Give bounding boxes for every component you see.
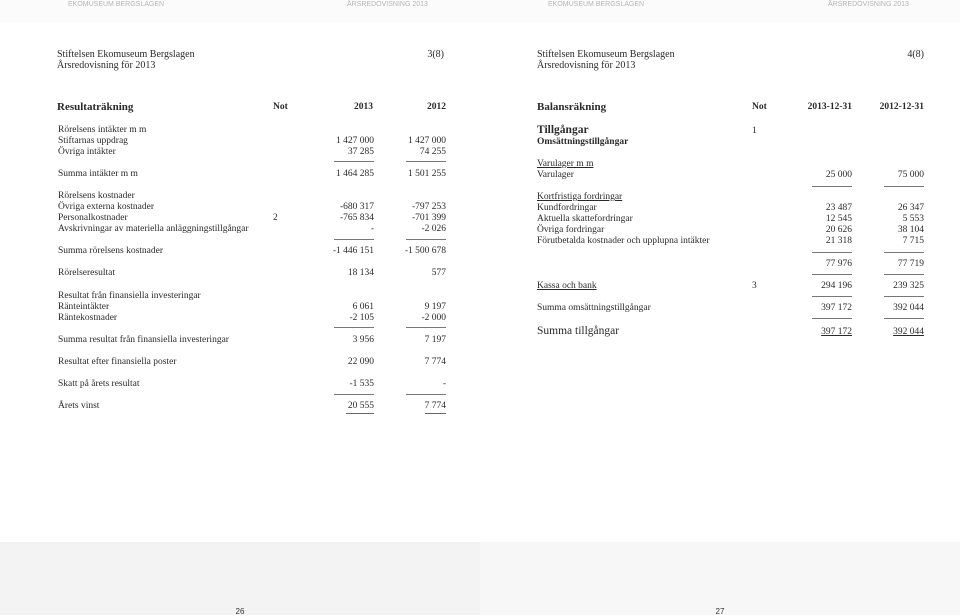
cash-note: 3 xyxy=(752,281,757,291)
receivable-label: Kundfordringar xyxy=(537,203,597,213)
col-header-2013-12-31: 2013-12-31 xyxy=(807,102,852,112)
subtotal-rule xyxy=(884,274,924,275)
running-header-bar xyxy=(0,0,960,22)
inventory-heading: Varulager m m xyxy=(537,159,594,169)
page-ref: 3(8) xyxy=(427,49,444,60)
page-number-left: 26 xyxy=(235,607,245,616)
row-value-2013: 18 134 xyxy=(347,268,374,278)
row-label: Resultat efter finansiella poster xyxy=(58,357,177,367)
row-value-2012: -701 399 xyxy=(411,213,446,223)
row-label: Stiftarnas uppdrag xyxy=(58,136,128,146)
row-label: Avskrivningar av materiella anläggningstillgångar xyxy=(58,224,249,234)
cash-label: Kassa och bank xyxy=(537,281,597,291)
row-label: Rörelsens intäkter m m xyxy=(58,125,147,135)
col-header-2012: 2012 xyxy=(427,102,446,112)
right-page-footer-band xyxy=(480,542,960,615)
subtotal-rule xyxy=(406,327,446,328)
receivable-value-2012: 38 104 xyxy=(897,225,924,235)
receivable-label: Aktuella skattefordringar xyxy=(537,214,633,224)
receivable-value-2013: 21 318 xyxy=(825,236,852,246)
subtotal-rule xyxy=(812,186,852,187)
org-name: Stiftelsen Ekomuseum Bergslagen xyxy=(57,49,195,60)
assets-note: 1 xyxy=(752,126,757,136)
row-label: Räntekostnader xyxy=(58,313,118,323)
col-header-2012-12-31: 2012-12-31 xyxy=(879,102,924,112)
subtotal-rule xyxy=(334,327,374,328)
col-header-note: Not xyxy=(273,102,288,112)
row-value-2013: 6 061 xyxy=(352,302,374,312)
row-value-2013: -1 446 151 xyxy=(332,246,374,256)
subtotal-rule xyxy=(334,394,374,395)
row-value-2013: 3 956 xyxy=(352,335,374,345)
receivables-sum-2013: 77 976 xyxy=(825,259,852,269)
row-value-2012: 7 197 xyxy=(424,335,446,345)
balance-sheet-title: Balansräkning xyxy=(537,101,607,113)
subtotal-rule xyxy=(406,239,446,240)
row-value-2012: -2 000 xyxy=(421,313,446,323)
page-number-right: 27 xyxy=(715,607,725,616)
row-label: Summa resultat från finansiella investeringar xyxy=(58,335,229,345)
page-ref: 4(8) xyxy=(907,49,924,60)
subtotal-rule xyxy=(812,296,852,297)
row-label: Rörelseresultat xyxy=(58,268,115,278)
row-value-2012: - xyxy=(442,379,446,389)
running-header-left-org: EKOMUSEUM BERGSLAGEN xyxy=(68,1,165,8)
subtotal-rule xyxy=(334,239,374,240)
row-label: Övriga intäkter xyxy=(58,147,116,157)
subtotal-rule xyxy=(884,186,924,187)
current-assets-sum-2012: 392 044 xyxy=(893,303,924,313)
row-value-2012: -2 026 xyxy=(421,224,446,234)
row-note: 2 xyxy=(273,213,278,223)
row-value-2012: 1 427 000 xyxy=(408,136,446,146)
subtotal-rule xyxy=(884,318,924,319)
inventory-label: Varulager xyxy=(537,170,574,180)
total-assets-2012: 392 044 xyxy=(893,327,924,337)
row-value-2013: -765 834 xyxy=(339,213,374,223)
receivable-value-2013: 12 545 xyxy=(825,214,852,224)
row-value-2012: 1 501 255 xyxy=(408,169,446,179)
org-name: Stiftelsen Ekomuseum Bergslagen xyxy=(537,49,675,60)
subtotal-rule xyxy=(884,252,924,253)
receivable-value-2013: 20 626 xyxy=(825,225,852,235)
row-value-2012: 7 774 xyxy=(424,357,446,367)
row-label: Årets vinst xyxy=(58,401,100,411)
receivable-value-2013: 23 487 xyxy=(825,203,852,213)
total-underline xyxy=(425,413,446,414)
row-label: Övriga externa kostnader xyxy=(58,202,155,212)
row-value-2013: 22 090 xyxy=(347,357,374,367)
subtotal-rule xyxy=(812,318,852,319)
row-value-2012: -1 500 678 xyxy=(404,246,446,256)
row-value-2013: 1 464 285 xyxy=(336,169,374,179)
receivables-heading: Kortfristiga fordringar xyxy=(537,192,623,202)
row-label: Summa rörelsens kostnader xyxy=(58,246,164,256)
receivable-value-2012: 7 715 xyxy=(902,236,924,246)
total-assets-2013: 397 172 xyxy=(821,327,852,337)
row-value-2013: -1 535 xyxy=(349,379,374,389)
total-underline xyxy=(346,413,374,414)
current-assets-heading: Omsättningstillgångar xyxy=(537,137,629,147)
inventory-value-2012: 75 000 xyxy=(897,170,924,180)
row-value-2013: - xyxy=(370,224,374,234)
report-name: Årsredovisning för 2013 xyxy=(537,60,636,71)
receivable-value-2012: 26 347 xyxy=(897,203,924,213)
current-assets-sum-label: Summa omsättningstillgångar xyxy=(537,303,651,313)
total-assets-label: Summa tillgångar xyxy=(537,325,620,337)
row-label: Personalkostnader xyxy=(58,213,128,223)
inventory-value-2013: 25 000 xyxy=(825,170,852,180)
row-label: Rörelsens kostnader xyxy=(58,191,135,201)
row-label: Summa intäkter m m xyxy=(58,169,138,179)
subtotal-rule xyxy=(406,161,446,162)
cash-value-2013: 294 196 xyxy=(821,281,852,291)
row-value-2012: 74 255 xyxy=(419,147,446,157)
row-value-2013: 1 427 000 xyxy=(336,136,374,146)
row-label: Ränteintäkter xyxy=(58,302,110,312)
receivable-label: Övriga fordringar xyxy=(537,225,605,235)
subtotal-rule xyxy=(334,161,374,162)
row-value-2013: 20 555 xyxy=(347,401,374,411)
row-label: Skatt på årets resultat xyxy=(58,379,140,389)
row-value-2012: 577 xyxy=(431,268,446,278)
row-value-2012: -797 253 xyxy=(411,202,446,212)
row-value-2013: -2 105 xyxy=(349,313,374,323)
receivable-label: Förutbetalda kostnader och upplupna intäkter xyxy=(537,236,710,246)
row-value-2012: 7 774 xyxy=(424,401,446,411)
subtotal-rule xyxy=(884,296,924,297)
subtotal-rule xyxy=(812,274,852,275)
assets-heading: Tillgångar xyxy=(537,124,589,136)
subtotal-rule xyxy=(406,394,446,395)
running-header-left-report: ÅRSREDOVISNING 2013 xyxy=(347,1,428,8)
running-header-right-report: ÅRSREDOVISNING 2013 xyxy=(828,1,909,8)
row-label: Resultat från finansiella investeringar xyxy=(58,291,201,301)
row-value-2012: 9 197 xyxy=(424,302,446,312)
row-value-2013: 37 285 xyxy=(347,147,374,157)
cash-value-2012: 239 325 xyxy=(893,281,924,291)
receivable-value-2012: 5 553 xyxy=(902,214,924,224)
col-header-2013: 2013 xyxy=(354,102,373,112)
receivables-sum-2012: 77 719 xyxy=(897,259,924,269)
row-value-2013: -680 317 xyxy=(339,202,374,212)
income-statement-title: Resultaträkning xyxy=(57,101,134,113)
subtotal-rule xyxy=(812,252,852,253)
report-name: Årsredovisning för 2013 xyxy=(57,60,156,71)
current-assets-sum-2013: 397 172 xyxy=(821,303,852,313)
running-header-right-org: EKOMUSEUM BERGSLAGEN xyxy=(548,1,645,8)
col-header-note: Not xyxy=(752,102,767,112)
left-page-footer-band xyxy=(0,542,480,615)
